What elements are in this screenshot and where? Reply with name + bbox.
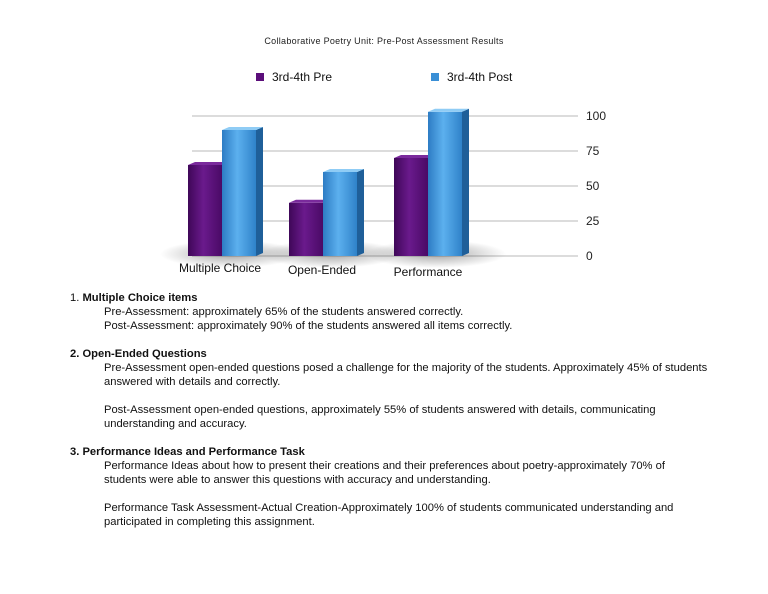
bar-3rd-4th-pre — [188, 165, 222, 256]
bar-3rd-4th-pre — [289, 203, 323, 256]
section-2-heading — [70, 347, 710, 361]
section-1-line-1: Pre-Assessment: approximately 65% of the students answered correctly. — [104, 306, 464, 318]
y-tick-label: 0 — [586, 249, 593, 263]
y-tick-label: 75 — [586, 144, 600, 158]
section-1-number: 1. — [70, 292, 83, 304]
x-category-label: Open-Ended — [287, 263, 357, 277]
section-2-paragraph-1: Pre-Assessment open-ended questions posed a challenge for the majority of the students. Approximately 45% of students answered with details and correctly. — [104, 362, 708, 388]
section-1-title: Multiple Choice items — [82, 292, 198, 304]
bar-top — [428, 109, 469, 112]
assessment-notes — [70, 291, 710, 529]
legend-label-pre: 3rd-4th Pre — [272, 70, 333, 84]
bar-3rd-4th-pre — [394, 158, 428, 256]
section-3-title: 3. Performance Ideas and Performance Task — [70, 446, 305, 458]
legend-label-post: 3rd-4th Post — [447, 70, 513, 84]
bar-top — [222, 127, 263, 130]
section-3-paragraph-1: Performance Ideas about how to present their creations and their preferences about poetry-approximately 70% of students were able to answer this questions with accuracy and understanding. — [104, 460, 665, 486]
bar-top — [323, 169, 364, 172]
bar-side — [256, 127, 263, 256]
bar-3rd-4th-post — [428, 112, 462, 256]
chart-title: Collaborative Poetry Unit: Pre-Post Assessment Results — [264, 36, 504, 46]
section-3-paragraph-2: Performance Task Assessment-Actual Creation-Approximately 100% of students communicated understanding and participated in completing this assignment. — [104, 502, 674, 528]
x-category-label: Multiple Choice — [178, 261, 262, 275]
bar-3rd-4th-post — [222, 130, 256, 256]
section-3-heading — [70, 445, 710, 459]
y-tick-label: 50 — [586, 179, 600, 193]
section-1-heading — [70, 291, 710, 305]
section-2-paragraph-2: Post-Assessment open-ended questions, approximately 55% of students answered with details, communicating understanding and accuracy. — [104, 404, 656, 430]
x-category-label: Performance — [393, 265, 463, 279]
bar-3rd-4th-post — [323, 172, 357, 256]
section-1-line-2: Post-Assessment: approximately 90% of the students answered all items correctly. — [104, 320, 513, 332]
y-tick-label: 25 — [586, 214, 600, 228]
bar-side — [462, 109, 469, 256]
bar-side — [357, 169, 364, 256]
bar-chart — [0, 0, 768, 290]
y-tick-label: 100 — [586, 109, 607, 123]
section-2-title: 2. Open-Ended Questions — [70, 348, 207, 360]
